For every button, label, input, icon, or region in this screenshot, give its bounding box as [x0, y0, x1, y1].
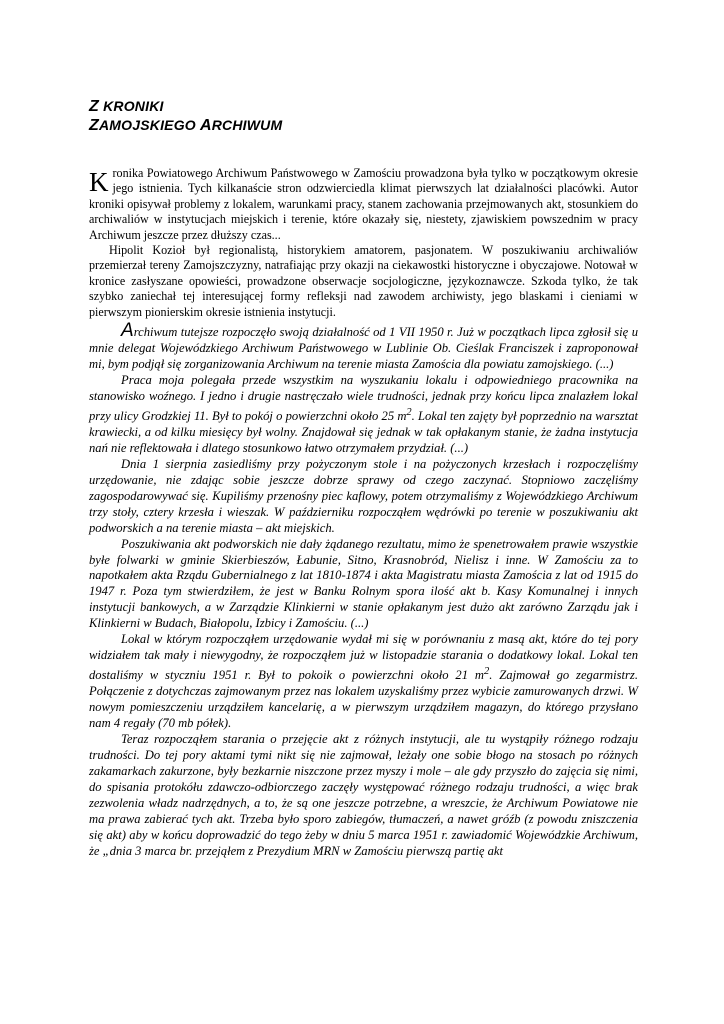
chronicle-paragraph-6: Teraz rozpocząłem starania o przejęcie akt z różnych instytucji, ale tu wystąpiły różnego rodzaju trudności. Do tej pory aktami tymi nikt się nie zajmował, leżały one sobie błogo na stosach po różnych zakamarkach zakurzone, były bezkarnie niszczone przez myszy i mole – ale gdy przyszło do zajęcia się nimi, do spisania protokółu zdawczo-odbiorczego zaczęły występować różnego rodzaju trudności, a więc brak zezwolenia władz nadrzędnych, a to, że są one jeszcze potrzebne, a wreszcie, że Archiwum Powiatowe nie ma prawa zabierać tych akt. Trzeba było sporo zabiegów, tłumaczeń, a nawet gróźb (z powodu zniszczenia się akt) aby w końcu doprowadzić do tego żeby w dniu 5 marca 1951 r. zawiadomić Wojewódzkie Archiwum, że „dnia 3 marca br. przejąłem z Prezydium MRN w Zamościu pierwszą partię akt	[89, 732, 638, 858]
title-cap-2: Z	[89, 117, 99, 134]
intro-dropcap: K	[89, 167, 109, 197]
intro-paragraph-1	[89, 166, 638, 243]
chronicle-initial: A	[121, 320, 134, 341]
title-cap-3: A	[199, 117, 212, 134]
chronicle-paragraph-5-sup: 2	[484, 666, 490, 678]
title-line-2	[89, 116, 282, 135]
chronicle-paragraph-3: Dnia 1 sierpnia zasiedliśmy przy pożyczonym stole i na pożyczonych krzesłach i rozpoczęliśmy urzędowanie, nie zdając sobie jeszcze dobrze sprawy od czego zaczynać. Stopniowo zaczęliśmy zagospodarowywać się. Kupiliśmy przenośny piec kaflowy, potem otrzymaliśmy z Wojewódzkiego Archiwum trzy stoły, cztery krzesła i wieszak. W październiku rozpocząłem wędrówki po terenie w poszukiwaniu akt podworskich a na terenie miasta – akt miejskich.	[89, 456, 638, 535]
intro-paragraph-1-text: ronika Powiatowego Archiwum Państwowego w Zamościu prowadzona była tylko w początkowym okresie jego istnienia. Tych kilkanaście stron odzwierciedla klimat pierwszych lat działalności placówki. Autor kroniki opisywał problemy z lokalem, warunkami pracy, stanem zachowania przejmowanych akt, stosunkiem do archiwaliów w instytucjach miejskich i terenie, które okazały się, niestety, zjawiskiem powszednim w pracy Archiwum jeszcze przez dłuższy czas...	[89, 166, 638, 242]
chronicle-paragraph-5-text-a: Lokal w którym rozpocząłem urzędowanie wydał mi się w porównaniu z masą akt, które do tej pory widziałem tak mały i niewygodny, że rozpocząłem już w listopadzie starania o dodatkowy lokal. Lokal ten dostaliśmy w styczniu 1951 r. Był to pokoik o powierzchni około 21 m	[89, 632, 638, 683]
title-word-1: KRONIKI	[103, 98, 164, 114]
chronicle-paragraph-5	[89, 632, 638, 732]
chronicle-paragraph-1	[89, 320, 638, 373]
chronicle-paragraph-2-text-a: Praca moja polegała przede wszystkim na wyszukaniu lokalu i odpowiedniego pracownika na stanowisko woźnego. I jedno i drugie nastręczało wiele trudności, jednak przy końcu lipca znalazłem lokal przy ulicy Grodzkiej 11. Był to pokój o powierzchni około 25 m	[89, 372, 638, 423]
introduction	[89, 166, 638, 320]
chronicle-paragraph-2-sup: 2	[406, 406, 412, 418]
chronicle-paragraph-5-text-b: . Zajmował go zegarmistrz. Połączenie z dotychczas zajmowanym przez nas lokalem uzyskaliśmy przez wybicie zamurowanych drzwi. W nowym pomieszczeniu urządziłem kancelarię, a w pierwszym urządziłem magazyn, do którego przysłano nam 4 regały (70 mb półek).	[89, 668, 638, 731]
article-title	[89, 97, 282, 135]
chronicle-paragraph-2-text-b: . Lokal ten zajęty był poprzednio na warsztat krawiecki, a od kilku miesięcy był wolny. Znajdował się jednak w tak opłakanym stanie, że żadna instytucja nań nie reflektowała i dlatego stosunkowo łatwo otrzymałem przydział. (...)	[89, 408, 638, 455]
chronicle-paragraph-2	[89, 373, 638, 457]
chronicle-excerpt	[89, 320, 638, 860]
title-word-2: AMOJSKIEGO	[98, 117, 196, 133]
chronicle-paragraph-1-text: rchiwum tutejsze rozpoczęło swoją działalność od 1 VII 1950 r. Już w początkach lipca zgłosił się u mnie delegat Wojewódzkiego Archiwum Państwowego w Lublinie Ob. Cieślak Franciszek i zaproponował mi, bym podjął się zorganizowania Archiwum na terenie miasta Zamościa dla powiatu zamojskiego. (...)	[89, 325, 638, 371]
title-word-3: RCHIWUM	[211, 117, 283, 133]
chronicle-paragraph-4: Poszukiwania akt podworskich nie dały żądanego rezultatu, mimo że spenetrowałem prawie wszystkie byłe folwarki w gminie Skierbieszów, Łabunie, Sitno, Krasnobród, Nielisz i inne. W Zamościu za to napotkałem akta Rządu Gubernialnego z lat 1810-1874 i akta Magistratu miasta Zamościa z lat od 1915 do 1947 r. Poza tym stwierdziłem, że jest w Banku Rolnym spora ilość akt b. Kasy Komunalnej i innych instytucji bankowych, a w Zarządzie Klinkierni w stanie opłakanym jest dużo akt zarówno Zarządu jak i Klinkierni w Budach, Białopolu, Izbicy i Zamościu. (...)	[89, 536, 638, 631]
title-line-1	[89, 97, 282, 116]
intro-paragraph-2: Hipolit Kozioł był regionalistą, historykiem amatorem, pasjonatem. W poszukiwaniu archiwaliów przemierzał tereny Zamojszczyzny, natrafiając przy okazji na ciekawostki historyczne i obyczajowe. Notował w kronice zasłyszane opowieści, prowadzone obserwacje socjologiczne, językoznawcze. Szkoda tylko, że tak szybko zaniechał tej interesującej formy refleksji nad zawodem archiwisty, jego blaskami i cieniami w pierwszym pionierskim okresie istnienia instytucji.	[89, 243, 638, 319]
title-cap-1: Z	[89, 98, 99, 115]
